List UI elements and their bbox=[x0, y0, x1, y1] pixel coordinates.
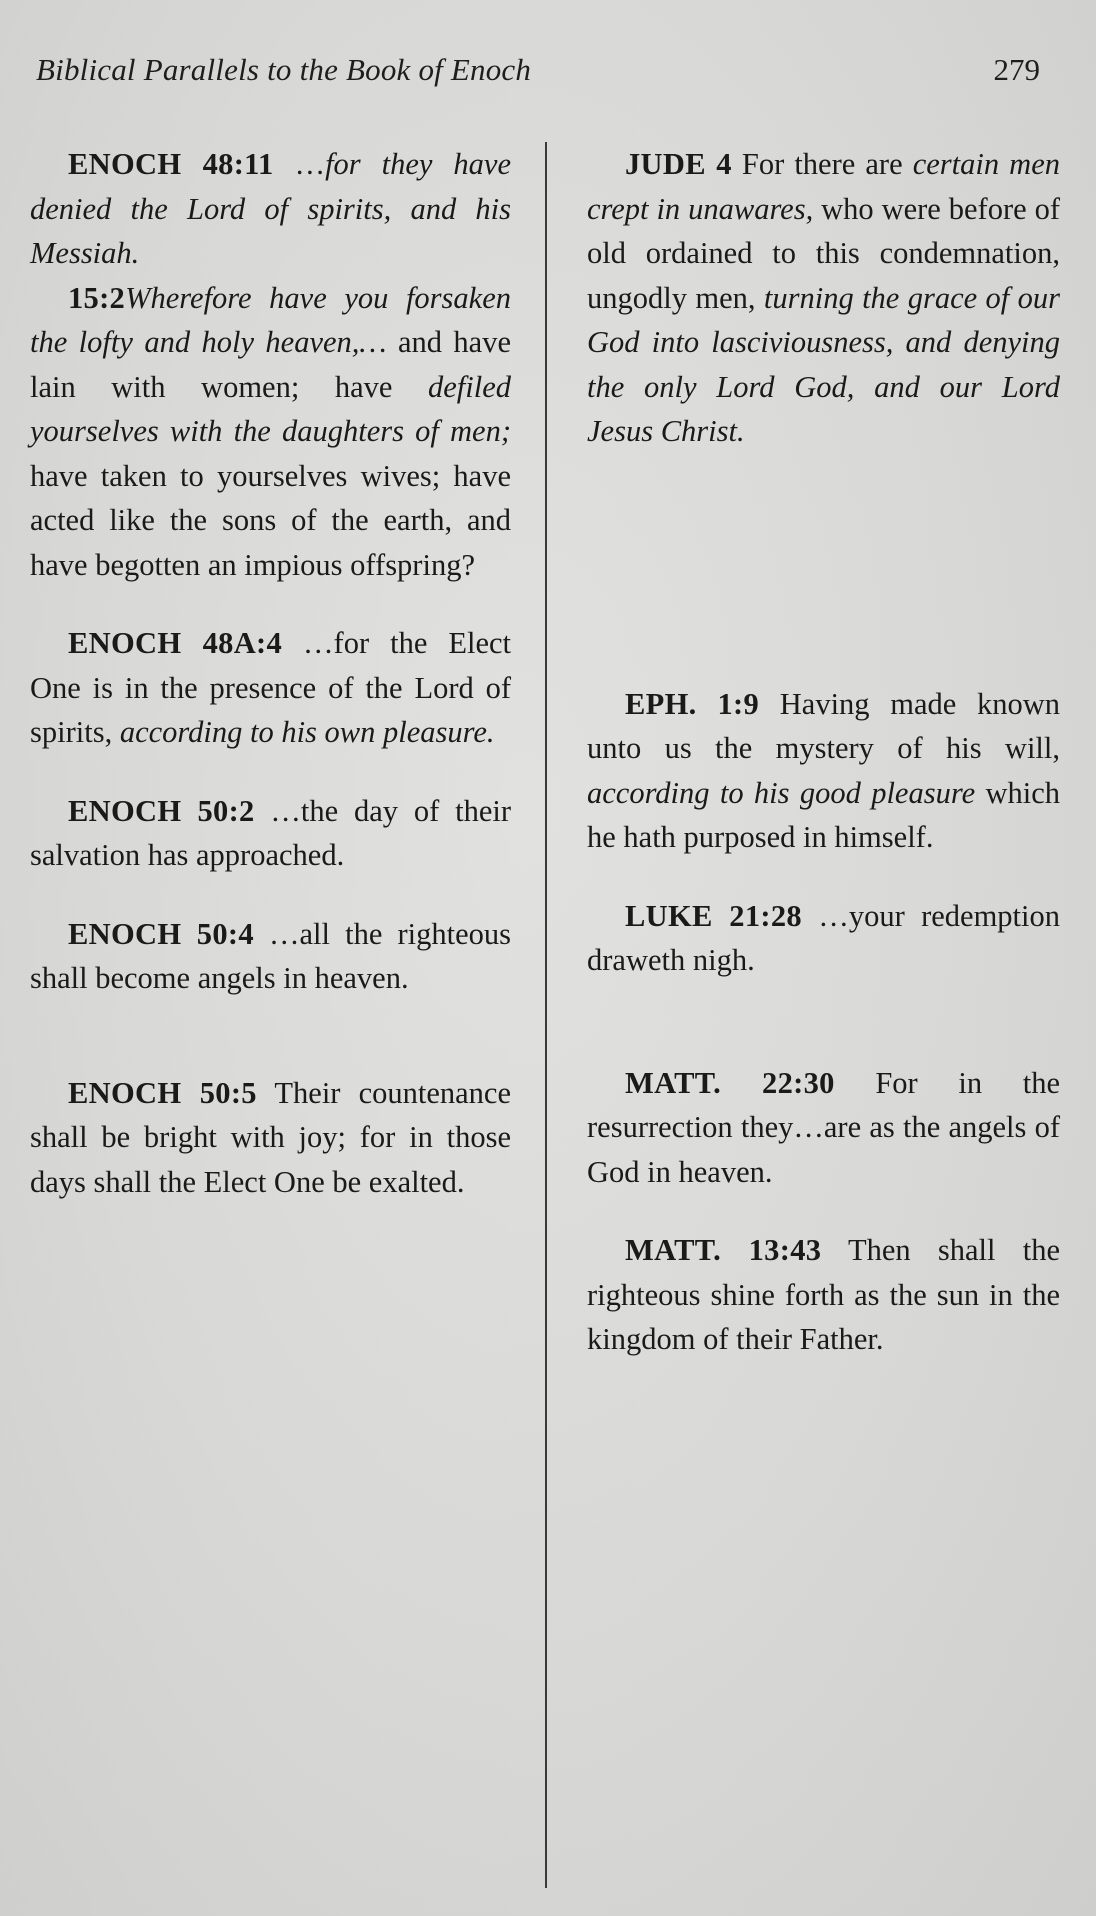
entry-enoch-48-11 bbox=[30, 142, 511, 276]
quote-italic-1: Wherefore have you forsaken the lofty and holy heaven,… bbox=[30, 280, 511, 359]
entry-matt-13-43 bbox=[587, 1228, 1060, 1362]
quote-roman-1: Then shall the righteous shine forth as the sun in the kingdom of their Father. bbox=[587, 1233, 1060, 1356]
scripture-reference: LUKE 21:28 bbox=[625, 898, 802, 933]
scripture-reference: MATT. 22:30 bbox=[625, 1065, 835, 1100]
paragraph bbox=[30, 1071, 511, 1205]
paragraph bbox=[587, 1061, 1060, 1195]
scripture-reference: MATT. 13:43 bbox=[625, 1233, 822, 1267]
paragraph bbox=[30, 789, 511, 878]
quote-roman-1: Their countenance shall be bright with joy; for in those days shall the Elect One be exalted. bbox=[30, 1075, 511, 1199]
quote-roman-1: For there are bbox=[731, 147, 913, 181]
quote-roman-1: For in the resurrection they…are as the angels of God in heaven. bbox=[587, 1065, 1060, 1189]
entry-enoch-50-5 bbox=[30, 1071, 511, 1205]
running-head-title: Biblical Parallels to the Book of Enoch bbox=[36, 52, 532, 87]
entry-eph-1-9 bbox=[587, 682, 1060, 860]
reference-lead: … bbox=[273, 147, 326, 181]
quote-italic-2: defiled yourselves with the daughters of men; bbox=[30, 369, 511, 448]
running-head bbox=[36, 52, 1040, 88]
quote-roman-1: …for the Elect One is in the presence of the Lord of spirits, bbox=[30, 626, 511, 749]
paragraph bbox=[587, 142, 1060, 454]
scripture-reference: EPH. 1:9 bbox=[625, 686, 760, 721]
entry-enoch-48a-4 bbox=[30, 621, 511, 755]
entry-enoch-50-2 bbox=[30, 789, 511, 878]
entry-luke-21-28 bbox=[587, 894, 1060, 983]
quote-italic-1: according to his own pleasure. bbox=[119, 715, 495, 749]
quote-roman-1: Having made known unto us the mystery of his will, bbox=[587, 686, 1060, 765]
quote-italic-1: certain men crept in unawares, bbox=[587, 147, 1060, 226]
quote-roman-1: …the day of their salvation has approached. bbox=[30, 793, 511, 872]
paragraph bbox=[30, 276, 511, 588]
column-right-bible bbox=[545, 142, 1060, 1888]
quote-roman-2: who were before of old ordained to this condemnation, ungodly men, bbox=[587, 191, 1060, 315]
entry-enoch-15-2 bbox=[30, 276, 511, 588]
two-column-body bbox=[30, 142, 1060, 1888]
spacer bbox=[587, 1017, 1060, 1061]
quote-italic-2: turning the grace of our God into lasciviousness, and denying the only Lord God, and our Lord Jesus Christ. bbox=[587, 280, 1060, 448]
paragraph bbox=[30, 142, 511, 276]
scripture-reference: ENOCH 48:11 bbox=[68, 147, 274, 181]
scripture-reference: ENOCH 50:2 bbox=[68, 793, 255, 828]
page-number: 279 bbox=[993, 52, 1040, 87]
entry-jude-4 bbox=[587, 142, 1060, 454]
spacer bbox=[587, 488, 1060, 538]
paragraph bbox=[30, 912, 511, 1001]
scripture-reference: 15:2 bbox=[68, 280, 126, 315]
quote-roman-2: have taken to yourselves wives; have acted like the sons of the earth, and have begotten an impious offspring? bbox=[30, 458, 511, 582]
quote-roman-1: and have lain with women; have bbox=[30, 325, 511, 404]
quote-roman-2: which he hath purposed in himself. bbox=[587, 775, 1060, 854]
quote-roman-1: …your redemption draweth nigh. bbox=[587, 898, 1061, 977]
spacer bbox=[30, 1035, 511, 1071]
paragraph bbox=[30, 621, 511, 755]
spacer bbox=[587, 538, 1060, 588]
column-left-enoch bbox=[30, 142, 545, 1888]
quote-roman-1: …all the righteous shall become angels in heaven. bbox=[30, 916, 511, 995]
entry-enoch-50-4 bbox=[30, 912, 511, 1001]
scripture-reference: JUDE 4 bbox=[625, 147, 732, 181]
entry-matt-22-30 bbox=[587, 1061, 1060, 1195]
scripture-reference: ENOCH 50:5 bbox=[68, 1075, 257, 1110]
quote-italic: for they have denied the Lord of spirits, and his Messiah. bbox=[30, 147, 511, 270]
quote-italic-1: according to his good pleasure bbox=[587, 775, 976, 810]
scripture-reference: ENOCH 50:4 bbox=[68, 916, 254, 951]
paragraph bbox=[587, 894, 1060, 983]
scripture-reference: ENOCH 48A:4 bbox=[68, 626, 283, 660]
spacer bbox=[587, 638, 1060, 682]
spacer bbox=[587, 588, 1060, 638]
paragraph bbox=[587, 1228, 1060, 1362]
paragraph bbox=[587, 682, 1060, 860]
